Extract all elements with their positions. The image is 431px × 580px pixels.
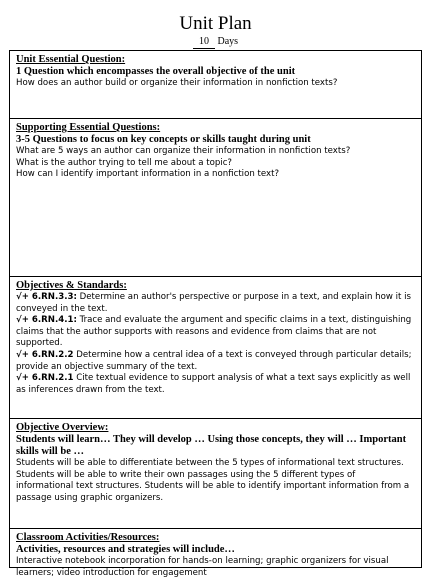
days-label: Days (217, 36, 239, 47)
essential-question-section (10, 51, 421, 119)
standard-item (16, 350, 415, 373)
supporting-subheading: 3-5 Questions to focus on key concepts or skills taught during unit (16, 134, 311, 145)
days-value: 10 (193, 36, 215, 49)
essential-subheading: 1 Question which encompasses the overall objective of the unit (16, 66, 296, 77)
standard-text: Determine how a central idea of a text is conveyed through particular details; provide an objective summary of the text. (16, 349, 412, 372)
activities-section (10, 529, 421, 578)
page-title: Unit Plan (179, 13, 252, 34)
standard-code: √+ 6.RN.4.1: (16, 315, 77, 326)
supporting-question: What is the author trying to tell me about a topic? (16, 157, 232, 168)
activities-subheading: Activities, resources and strategies will include… (16, 544, 235, 555)
activities-text: Interactive notebook incorporation for hands-on learning; graphic organizers for visual learners; video introduction for engagement (16, 556, 389, 578)
standard-item (16, 315, 415, 350)
standard-code: √+ 6.RN.2.1 (16, 373, 74, 384)
standard-code: √+ 6.RN.2.2 (16, 349, 74, 360)
unit-plan-table (9, 50, 422, 578)
standard-code: √+ 6.RN.3.3: (16, 292, 77, 302)
supporting-heading: Supporting Essential Questions: (16, 122, 161, 133)
days-line (0, 36, 431, 49)
standard-item (16, 373, 415, 396)
activities-heading: Classroom Activities/Resources: (16, 532, 160, 543)
standard-text: Cite textual evidence to support analysis of what a text says explicitly as well as inferences drawn from the text. (16, 373, 411, 395)
standard-item (16, 292, 415, 315)
standard-text: Determine an author's perspective or purpose in a text, and explain how it is conveyed in the text. (16, 292, 411, 314)
objective-overview-section (10, 419, 421, 529)
objectives-section (10, 277, 421, 419)
supporting-question: How can I identify important information in a nonfiction text? (16, 169, 280, 180)
supporting-question: What are 5 ways an author can organize their information in nonfiction texts? (16, 146, 351, 156)
overview-heading: Objective Overview: (16, 422, 109, 433)
overview-subheading: Students will learn… They will develop … Using those concepts, they will … Important skills will be … (16, 434, 407, 457)
supporting-questions-section (10, 119, 421, 277)
essential-heading: Unit Essential Question: (16, 54, 126, 65)
overview-text: Students will be able to differentiate between the 5 types of informational text structures. Students will be able to write their own passages using the 5 different types of informational text structures. Students will be able to identify important information from a passage using graphic organizers. (16, 458, 410, 503)
standard-text: Trace and evaluate the argument and specific claims in a text, distinguishing claims that the author supports with reasons and evidence from claims that are not supported. (16, 315, 412, 349)
objectives-heading: Objectives & Standards: (16, 280, 127, 291)
essential-text: How does an author build or organize their information in nonfiction texts? (16, 78, 338, 88)
